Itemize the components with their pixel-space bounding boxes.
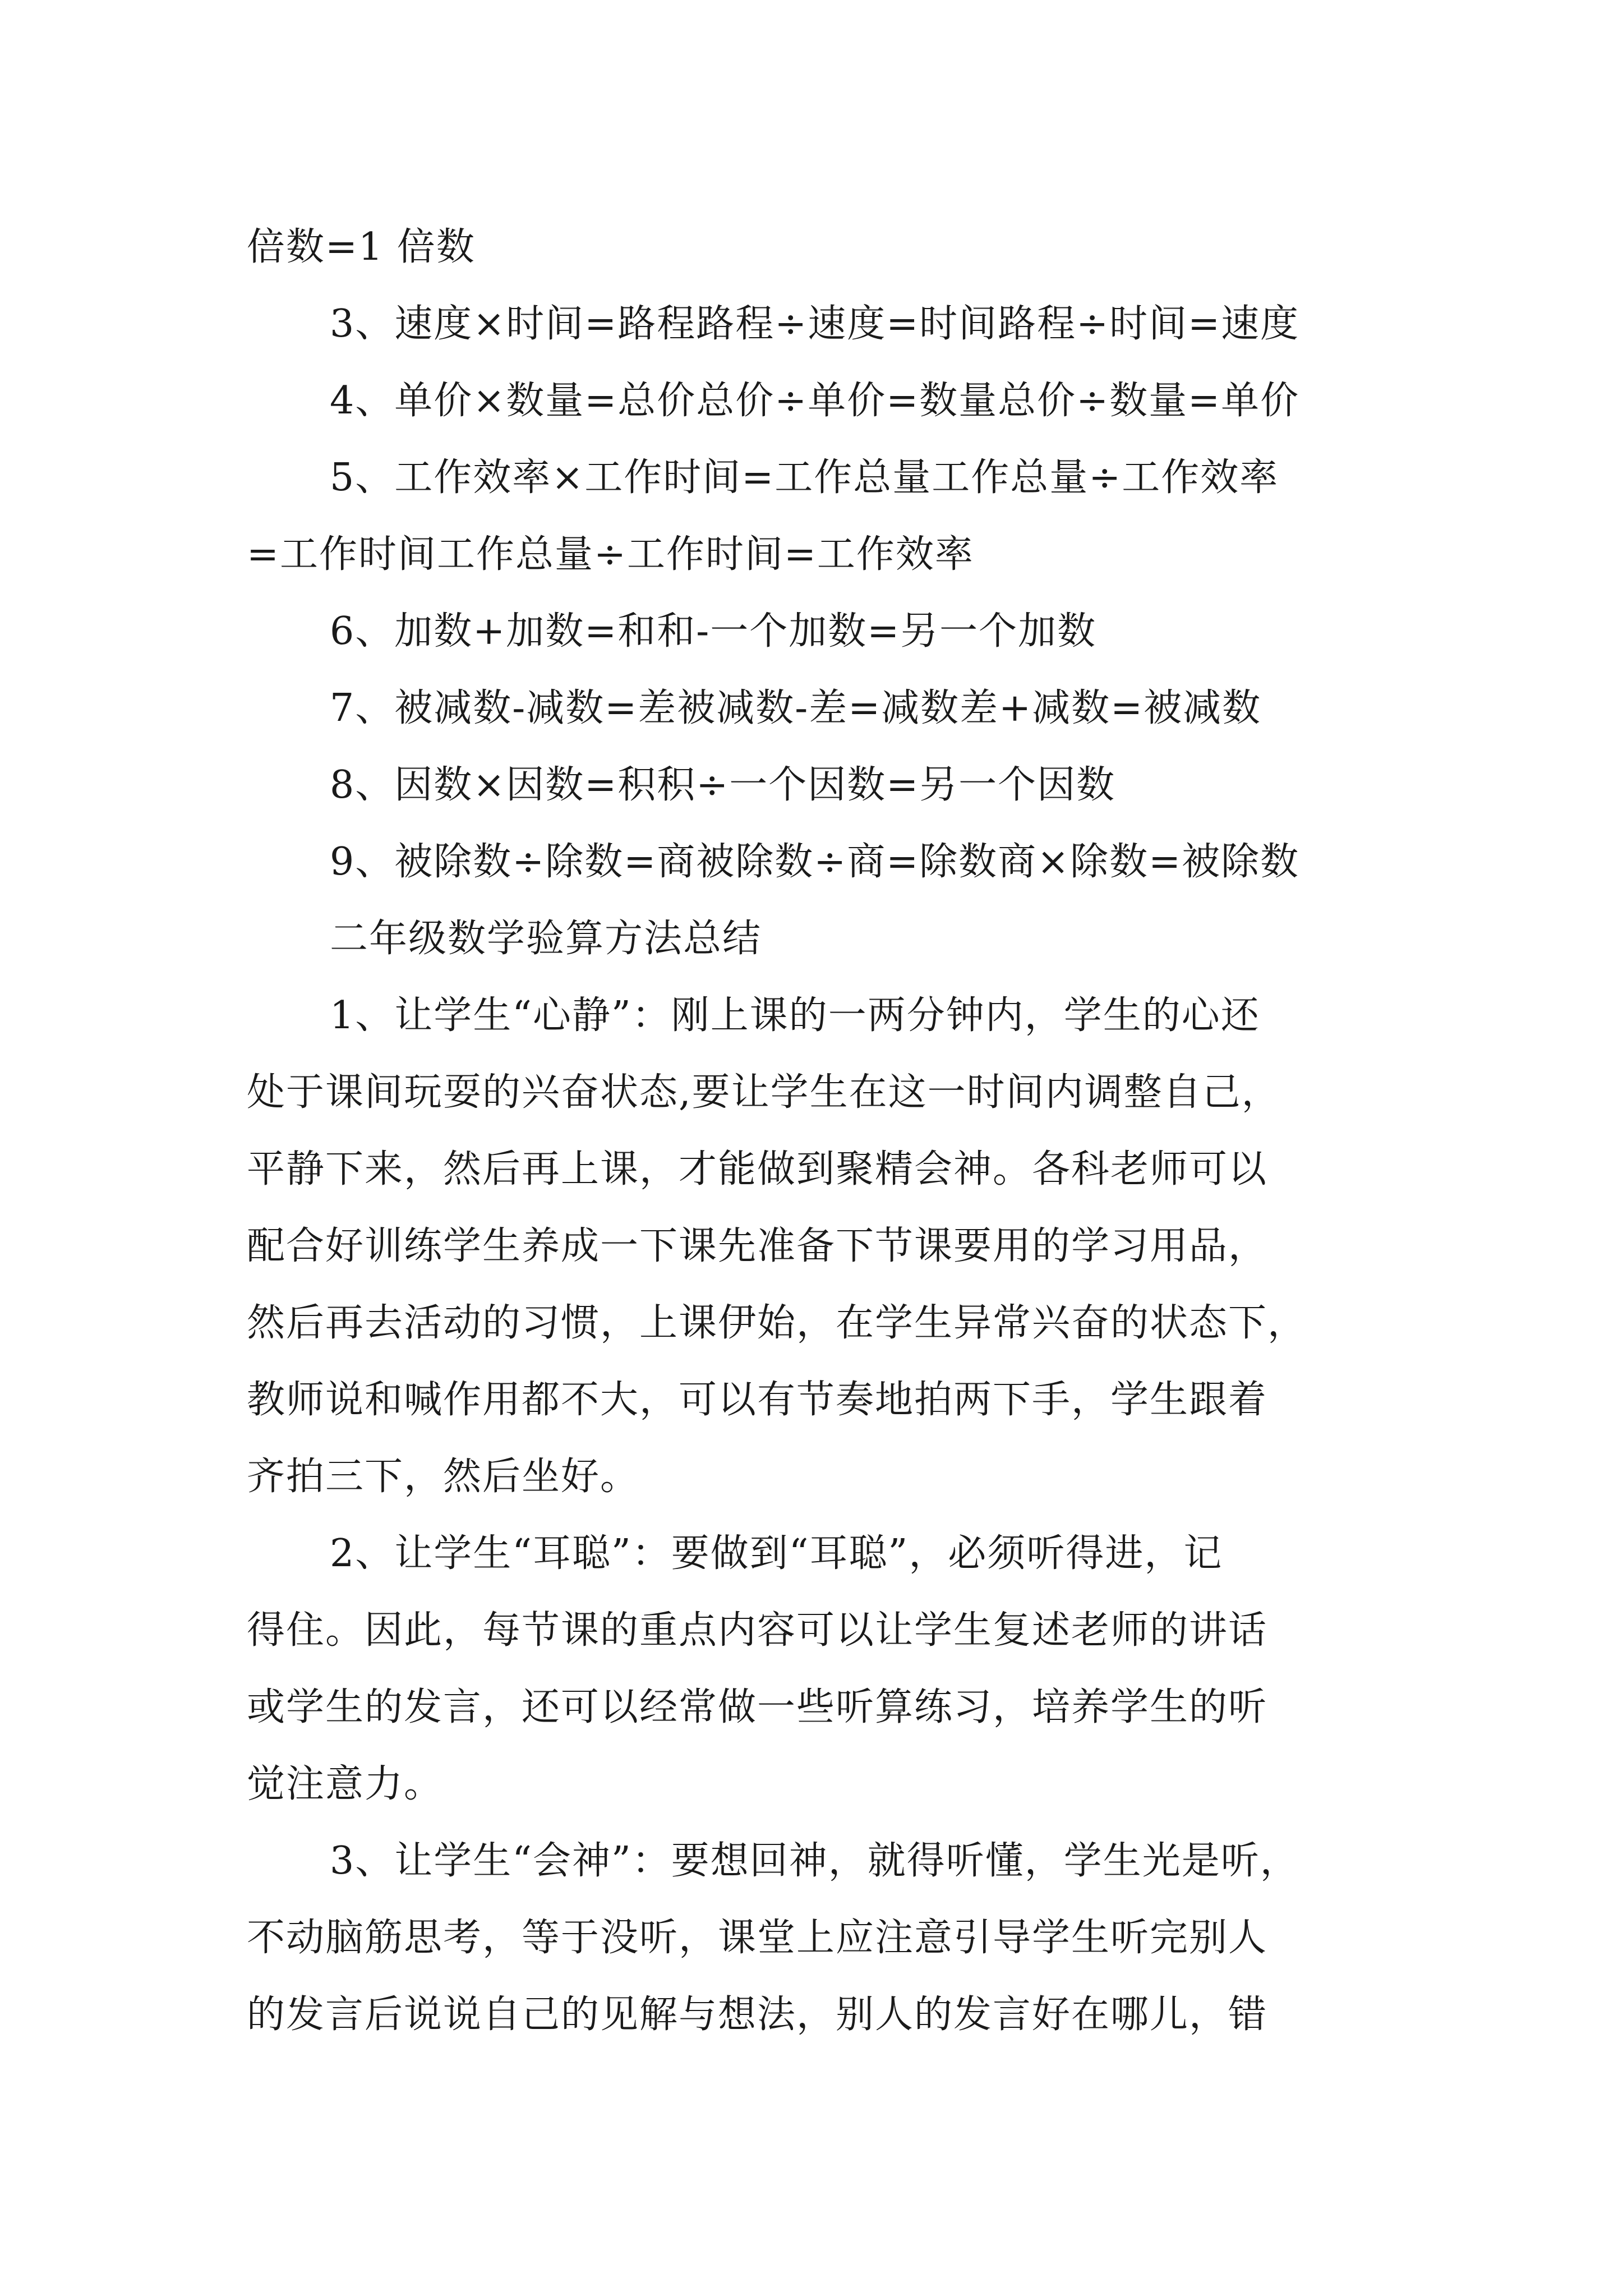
section-heading: 二年级数学验算方法总结	[330, 917, 762, 961]
text-line: 配合好训练学生养成一下课先准备下节课要用的学习用品，	[247, 1224, 1268, 1268]
text-line: 9、被除数÷除数=商被除数÷商=除数商×除数=被除数	[330, 840, 1300, 884]
text-line: 的发言后说说自己的见解与想法，别人的发言好在哪儿，错	[247, 1993, 1268, 2037]
text-line: 1、让学生“心静”：刚上课的一两分钟内，学生的心还	[330, 993, 1260, 1038]
text-line: 或学生的发言，还可以经常做一些听算练习，培养学生的听	[247, 1685, 1268, 1729]
text-line: 平静下来，然后再上课，才能做到聚精会神。各科老师可以	[247, 1147, 1268, 1191]
text-line: 8、因数×因数=积积÷一个因数=另一个因数	[330, 763, 1116, 807]
text-line: 得住。因此，每节课的重点内容可以让学生复述老师的讲话	[247, 1608, 1268, 1653]
text-line: 6、加数+加数=和和-一个加数=另一个加数	[330, 609, 1097, 654]
text-line: 倍数=1 倍数	[247, 225, 476, 269]
text-line: 齐拍三下，然后坐好。	[247, 1455, 640, 1499]
text-line: 然后再去活动的习惯，上课伊始，在学生异常兴奋的状态下，	[247, 1301, 1307, 1345]
text-line: 3、速度×时间=路程路程÷速度=时间路程÷时间=速度	[330, 302, 1300, 346]
text-line: 3、让学生“会神”：要想回神，就得听懂，学生光是听，	[330, 1839, 1299, 1883]
text-line: 7、被减数-减数=差被减数-差=减数差+减数=被减数	[330, 686, 1262, 730]
document-body	[247, 209, 1391, 2053]
text-line: =工作时间工作总量÷工作时间=工作效率	[247, 532, 974, 577]
text-line: 2、让学生“耳聪”：要做到“耳聪”，必须听得进，记	[330, 1531, 1223, 1576]
text-line: 处于课间玩耍的兴奋状态,要让学生在这一时间内调整自己，	[247, 1070, 1281, 1115]
text-line: 觉注意力。	[247, 1762, 444, 1806]
text-line: 教师说和喊作用都不大，可以有节奏地拍两下手，学生跟着	[247, 1378, 1268, 1422]
text-line: 4、单价×数量=总价总价÷单价=数量总价÷数量=单价	[330, 379, 1300, 423]
text-line: 不动脑筋思考，等于没听，课堂上应注意引导学生听完别人	[247, 1916, 1268, 1960]
text-line: 5、工作效率×工作时间=工作总量工作总量÷工作效率	[330, 455, 1279, 500]
